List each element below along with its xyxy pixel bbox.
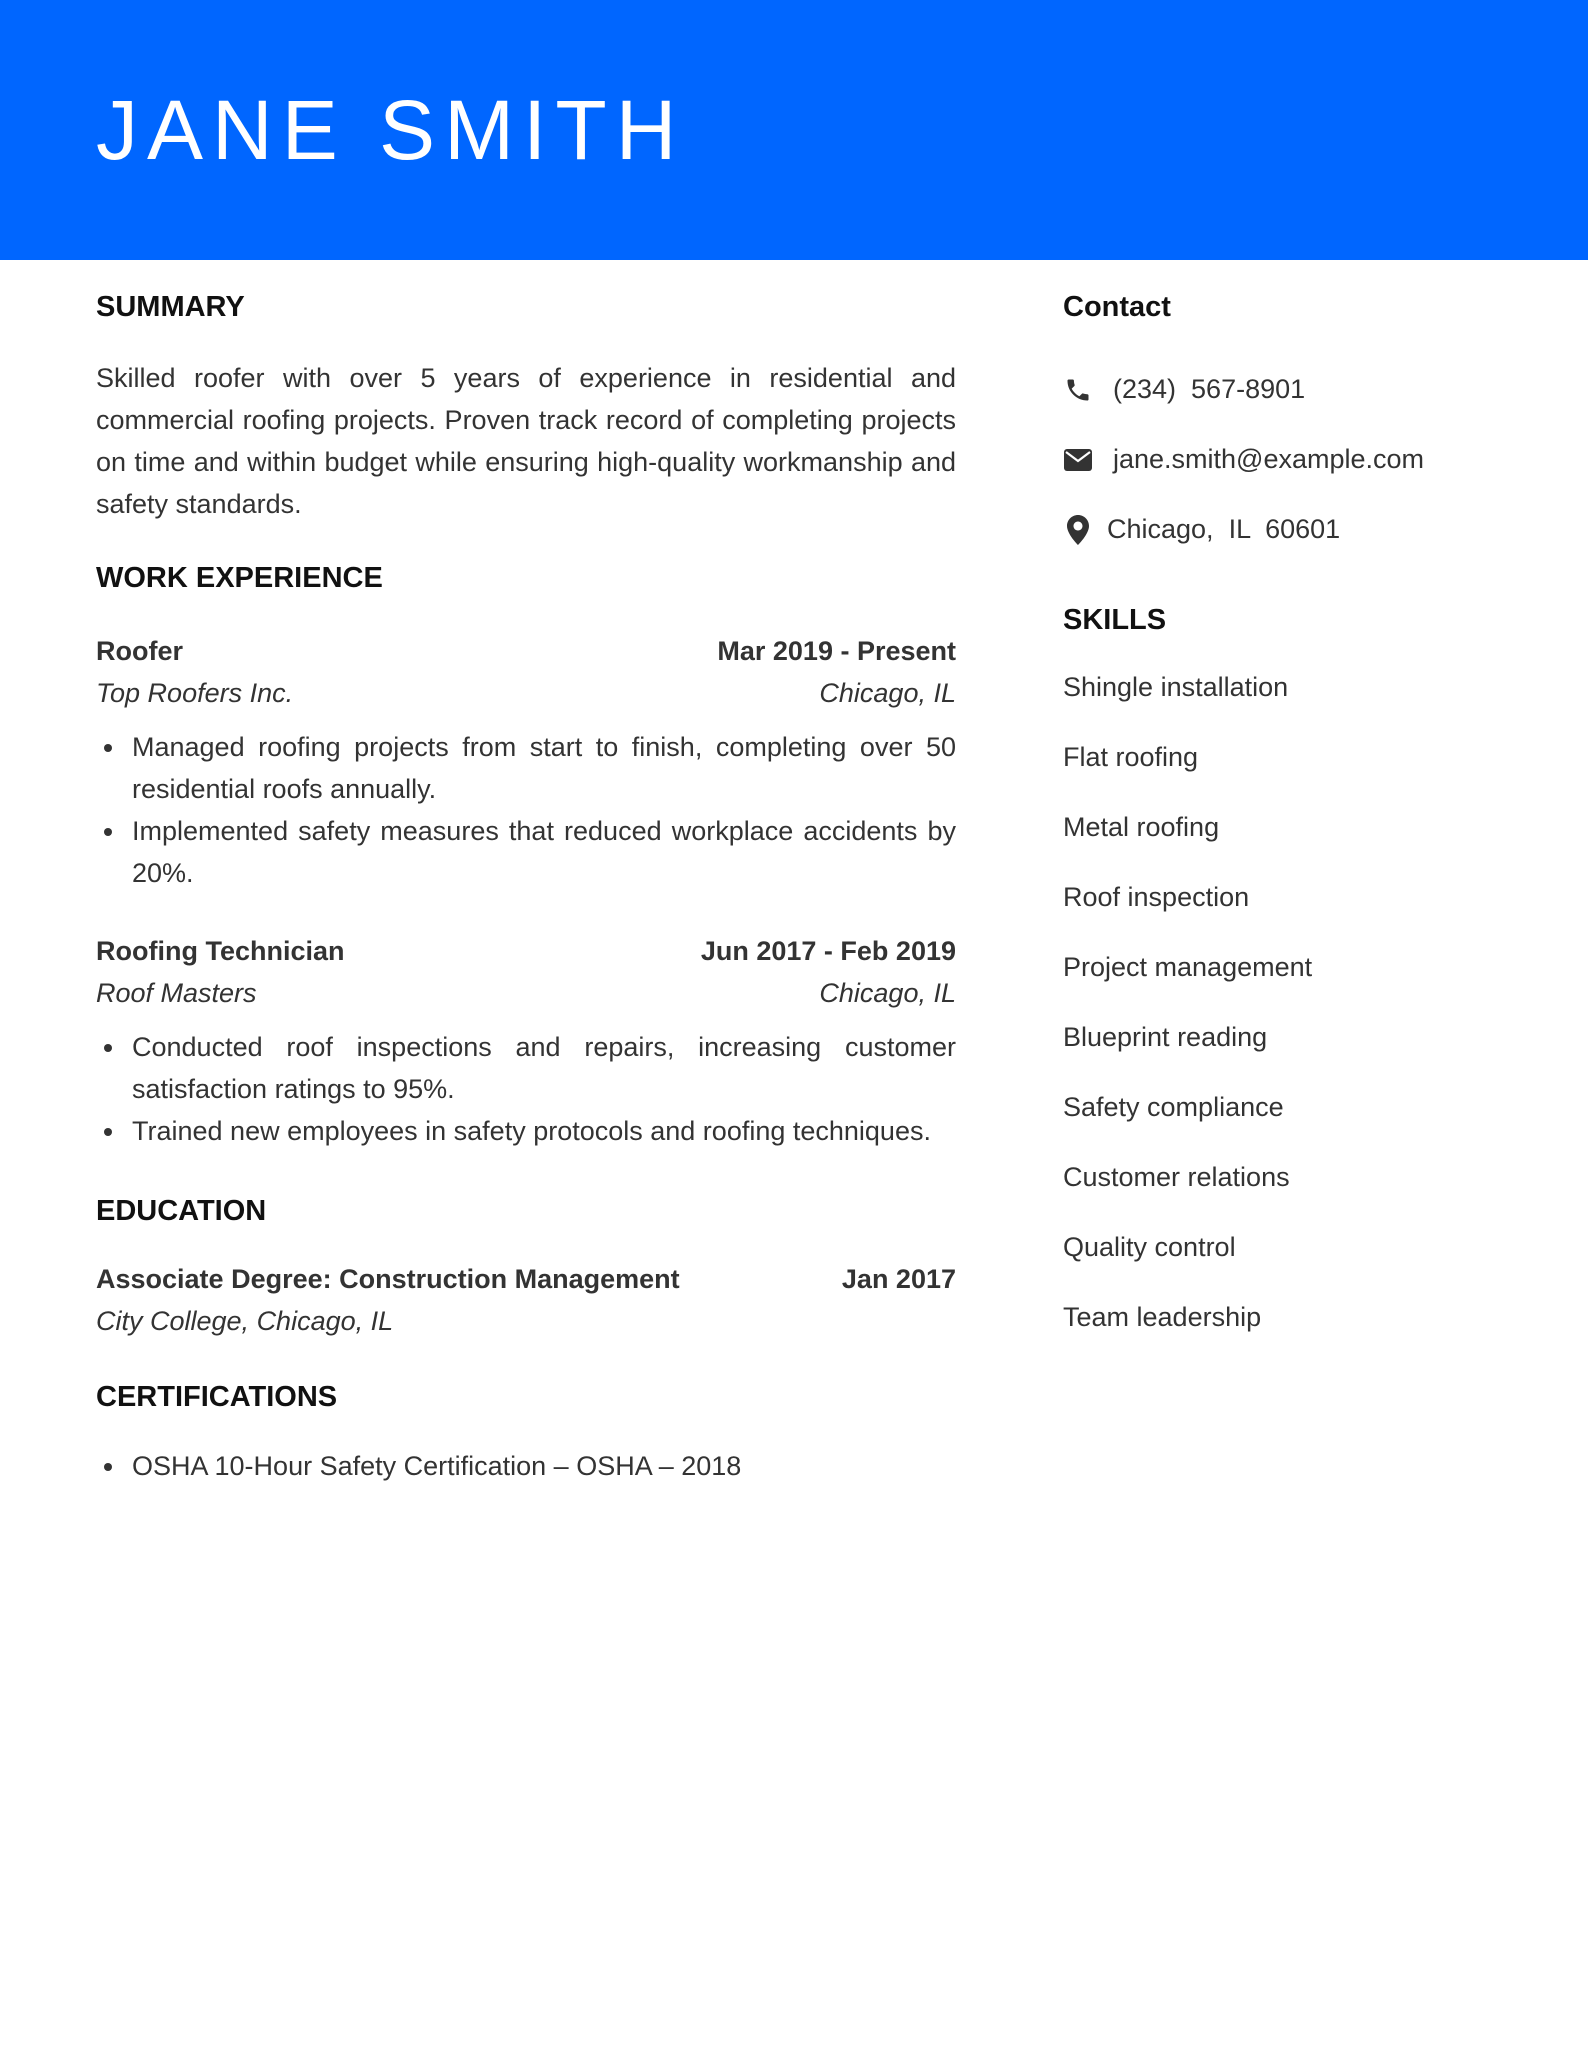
job-title: Roofer	[96, 635, 183, 666]
job-bullet: Trained new employees in safety protocols and roofing techniques.	[96, 1110, 956, 1152]
certifications-section	[96, 1380, 956, 1487]
skills-heading: SKILLS	[1063, 603, 1167, 636]
work-experience-section	[96, 561, 956, 1152]
contact-heading: Contact	[1063, 291, 1171, 323]
job-header-row	[96, 930, 956, 972]
job-title: Roofing Technician	[96, 935, 345, 966]
job-company-row	[96, 972, 956, 1014]
summary-section	[96, 290, 956, 525]
education-school-row	[96, 1300, 956, 1342]
school-name: City College, Chicago, IL	[96, 1306, 394, 1337]
contact-list	[1063, 369, 1523, 551]
job-dates: Mar 2019 - Present	[717, 635, 956, 666]
main-column	[96, 290, 956, 1487]
skill-item: Safety compliance	[1063, 1091, 1284, 1122]
candidate-name: JANE SMITH	[96, 83, 686, 177]
job-header-row	[96, 630, 956, 672]
education-entry	[96, 1258, 956, 1342]
skill-item: Customer relations	[1063, 1161, 1290, 1192]
contact-location	[1063, 509, 1523, 551]
certifications-list	[96, 1445, 956, 1487]
skills-list	[1063, 666, 1523, 1338]
contact-section	[1063, 290, 1523, 551]
summary-text: Skilled roofer with over 5 years of experience in residential and commercial roofing projects. Proven track record of completing projects on time and within budget while ensuring high-quality workmanship and safety standards.	[96, 362, 956, 519]
skill-item: Metal roofing	[1063, 811, 1220, 842]
certifications-heading: CERTIFICATIONS	[96, 1381, 338, 1414]
degree-date: Jan 2017	[841, 1264, 956, 1295]
education-section	[96, 1194, 956, 1343]
job-bullets	[96, 1026, 956, 1152]
education-heading: EDUCATION	[96, 1194, 267, 1227]
envelope-icon	[1063, 445, 1093, 475]
job-entry	[96, 930, 956, 1152]
certification-item: OSHA 10-Hour Safety Certification – OSHA – 2018	[96, 1445, 956, 1487]
job-bullets	[96, 726, 956, 894]
job-company: Roof Masters	[96, 977, 257, 1008]
job-location: Chicago, IL	[819, 677, 956, 708]
job-dates: Jun 2017 - Feb 2019	[700, 935, 956, 966]
skill-item: Blueprint reading	[1063, 1021, 1268, 1052]
job-entry	[96, 630, 956, 894]
skill-item: Roof inspection	[1063, 881, 1250, 912]
job-bullet: Managed roofing projects from start to finish, completing over 50 residential roofs annually.	[96, 726, 956, 810]
skills-section	[1063, 603, 1523, 1338]
summary-heading: SUMMARY	[96, 291, 245, 323]
phone-icon	[1063, 375, 1093, 405]
skill-item: Flat roofing	[1063, 741, 1199, 772]
job-location: Chicago, IL	[819, 977, 956, 1008]
skill-item: Team leadership	[1063, 1301, 1262, 1332]
job-company: Top Roofers Inc.	[96, 677, 294, 708]
map-pin-icon	[1063, 515, 1093, 545]
contact-phone	[1063, 369, 1523, 411]
sidebar-column	[1063, 290, 1523, 1366]
job-bullet: Conducted roof inspections and repairs, increasing customer satisfaction ratings to 95%.	[96, 1026, 956, 1110]
skill-item: Shingle installation	[1063, 671, 1289, 702]
education-header-row	[96, 1258, 956, 1300]
resume-header	[0, 0, 1588, 260]
location-text: Chicago, IL 60601	[1107, 514, 1341, 545]
email-address: jane.smith@example.com	[1113, 444, 1425, 475]
skill-item: Project management	[1063, 951, 1313, 982]
degree-name: Associate Degree: Construction Management	[96, 1264, 680, 1295]
job-company-row	[96, 672, 956, 714]
job-bullet: Implemented safety measures that reduced workplace accidents by 20%.	[96, 810, 956, 894]
skill-item: Quality control	[1063, 1231, 1236, 1262]
work-experience-heading: WORK EXPERIENCE	[96, 561, 383, 594]
phone-number: (234) 567-8901	[1113, 374, 1306, 405]
contact-email	[1063, 439, 1523, 481]
